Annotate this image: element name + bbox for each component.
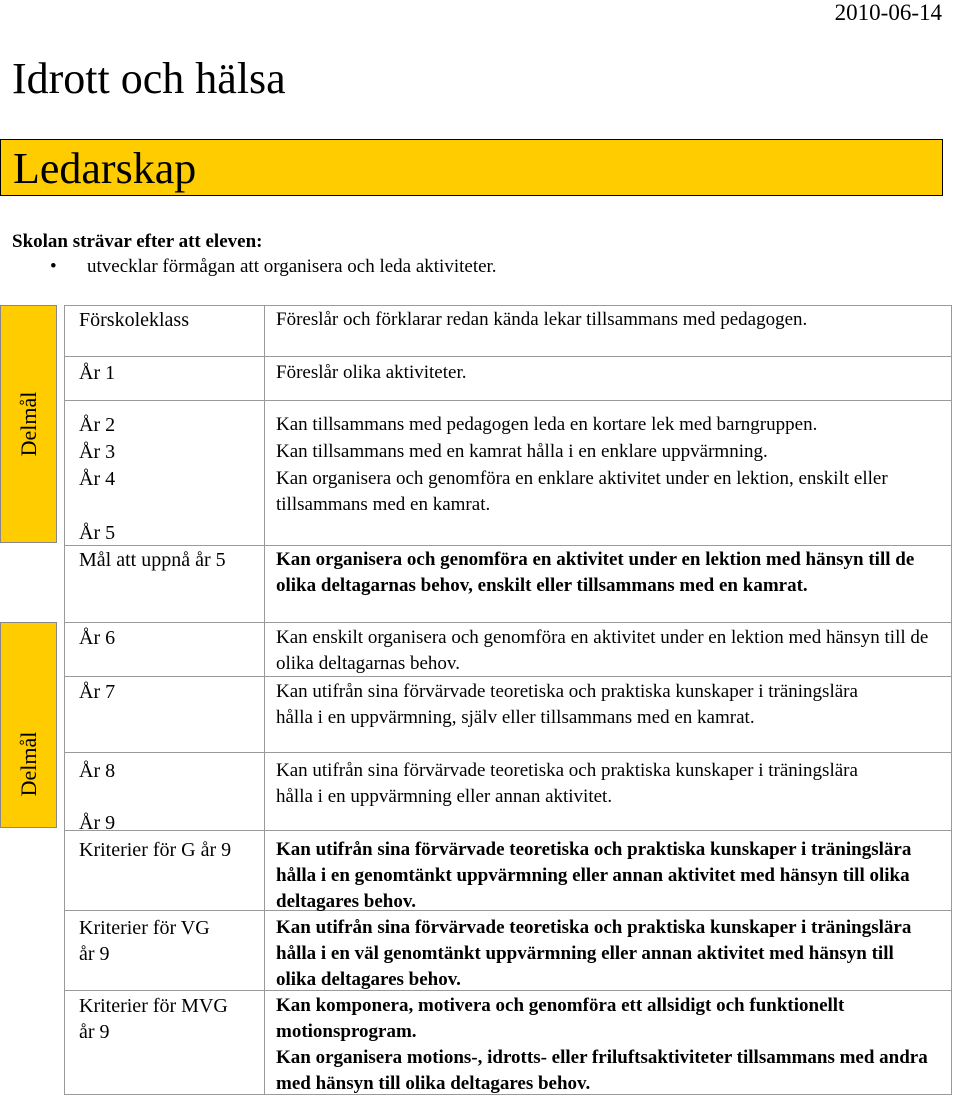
desc-ar-7: Kan utifrån sina förvärvade teoretiska och praktiska kunskaper i träningslära hålla i en uppvärmning, själv eller tillsammans med en kamrat. [276, 681, 858, 728]
level-kriterier-vg: Kriterier för VG [79, 917, 210, 939]
level-ar-4: År 4 [79, 468, 116, 490]
level-ar-2: År 2 [79, 414, 116, 436]
level-ar-3: År 3 [79, 441, 116, 463]
bullet-icon: • [50, 256, 57, 277]
level-ar-9: År 9 [79, 812, 116, 834]
desc-ar-6: Kan enskilt organisera och genomföra en aktivitet under en lektion med hänsyn till de olika deltagarnas behov. [276, 627, 929, 674]
grid-line [64, 622, 952, 623]
desc-kriterier-mvg-1: Kan komponera, motivera och genomföra ett allsidigt och funktionellt motionsprogram. [276, 995, 845, 1042]
desc-forskoleklass: Föreslår och förklarar redan kända lekar tillsammans med pedagogen. [276, 309, 808, 330]
level-ar-6: År 6 [79, 627, 116, 649]
strives-heading: Skolan strävar efter att eleven: [12, 231, 263, 252]
delmal-sidebar-upper [0, 305, 57, 543]
section-banner [0, 139, 943, 196]
grid-line [64, 830, 952, 831]
grid-line [64, 305, 952, 306]
page-title: Idrott och hälsa [12, 54, 286, 103]
delmal-label-lower: Delmål [15, 731, 41, 797]
level-kriterier-mvg-year: år 9 [79, 1021, 110, 1043]
grid-line [951, 305, 952, 1095]
grid-line [64, 356, 952, 357]
desc-mal-ar-5: Kan organisera och genomföra en aktivitet under en lektion med hänsyn till de olika deltagarnas behov, enskilt eller tillsammans med en kamrat. [276, 549, 915, 596]
level-ar-1: År 1 [79, 362, 116, 384]
level-ar-7: År 7 [79, 681, 116, 703]
desc-kriterier-vg: Kan utifrån sina förvärvade teoretiska och praktiska kunskaper i träningslära hålla i en väl genomtänkt uppvärmning eller annan aktivitet med hänsyn till olika deltagares behov. [276, 917, 912, 990]
level-ar-5: År 5 [79, 522, 116, 544]
desc-ar-3: Kan tillsammans med en kamrat hålla i en enklare uppvärmning. [276, 441, 768, 462]
delmal-sidebar-lower [0, 622, 57, 828]
level-kriterier-g: Kriterier för G år 9 [79, 839, 232, 861]
document-date: 2010-06-14 [834, 0, 942, 25]
grid-line [64, 400, 952, 401]
desc-ar-4: Kan organisera och genomföra en enklare aktivitet under en lektion, enskilt eller tillsammans med en kamrat. [276, 468, 888, 515]
desc-kriterier-mvg-2: Kan organisera motions-, idrotts- eller friluftsaktiviteter tillsammans med andra med hänsyn till olika deltagares behov. [276, 1047, 928, 1094]
level-ar-8: År 8 [79, 760, 116, 782]
grid-line [64, 752, 952, 753]
level-kriterier-mvg: Kriterier för MVG [79, 995, 228, 1017]
grid-line [64, 305, 65, 1095]
level-forskoleklass: Förskoleklass [79, 309, 189, 331]
desc-ar-1: Föreslår olika aktiviteter. [276, 362, 467, 383]
desc-ar-2: Kan tillsammans med pedagogen leda en kortare lek med barngruppen. [276, 414, 818, 435]
desc-ar-8: Kan utifrån sina förvärvade teoretiska och praktiska kunskaper i träningslära hålla i en uppvärmning eller annan aktivitet. [276, 760, 858, 807]
section-title: Ledarskap [13, 144, 197, 193]
level-mal-ar-5: Mål att uppnå år 5 [79, 549, 226, 571]
bullet-text: utvecklar förmågan att organisera och leda aktiviteter. [87, 256, 497, 277]
grid-line [64, 545, 952, 546]
level-kriterier-vg-year: år 9 [79, 943, 110, 965]
delmal-label-upper: Delmål [15, 391, 41, 457]
desc-kriterier-g: Kan utifrån sina förvärvade teoretiska och praktiska kunskaper i träningslära hålla i en genomtänkt uppvärmning eller annan aktivitet med hänsyn till olika deltagares behov. [276, 839, 912, 912]
grid-line [264, 305, 265, 1095]
